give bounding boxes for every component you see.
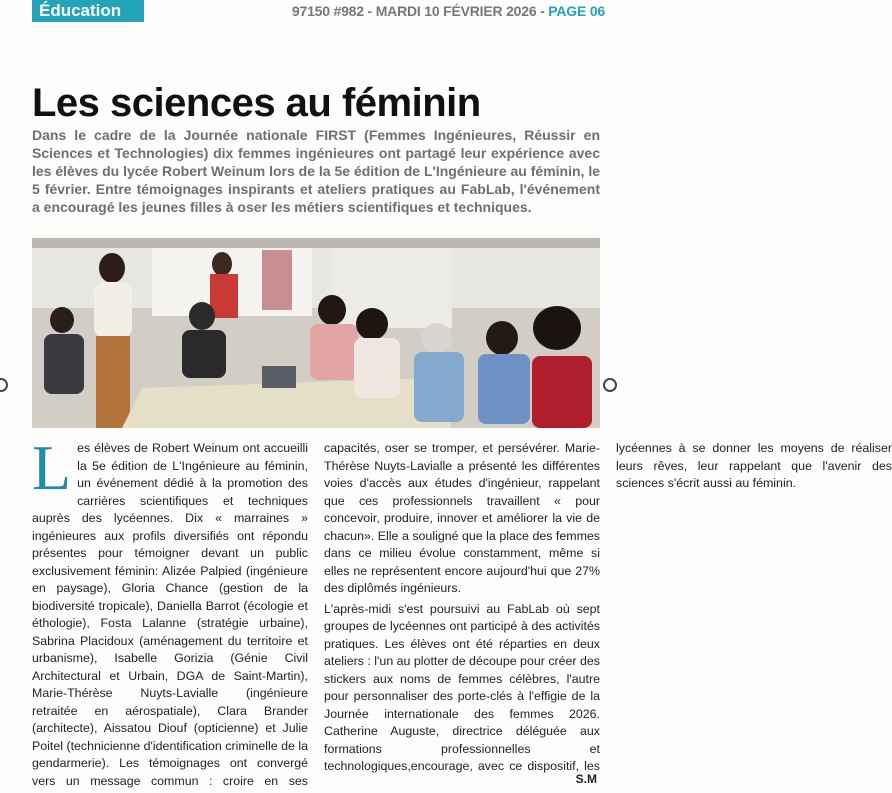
body-paragraph-text: es élèves de Robert Weinum ont accueilli la 5e édition de L'Ingénieure au féminin, un événement dédié à la promotion des carrières scientifiques et techniques auprès des lycéennes. Dix « marraines » ingénieures aux profils diversifiés ont répondu présentes pour témoigner devant un public exclusivement féminin: Alizée Palpied (ingénieure en paysage), Gloria Chance (gestion de la biodiversité tropicale), Daniella Barrot (écologie et éthologie), Fosta Lalanne (stratégie urbaine), Sabrina Placidoux (aménagement du territoire et urbanisme), Isabelle Gorizia (Génie Civil Architectural et Urbain, DGA de Saint-Martin), Marie-Thérèse Nuyts-Lavialle (ingénieure retraitée en aérospatiale), Clara Brander (architecte), Aissatou Diouf (opticienne) et Julie Poitel (technicienne d'identification criminelle de la gendarmerie). Les témoignages ont convergé vers un message commun : croire en ses capacités, oser se tromper, et persévérer. Marie-Thérèse Nuyts-Lavialle a présenté les différentes voies d'accès aux études d'ingénieur, rappelant que ces professionnels travaillent « pour concevoir, produire, innover et améliorer la vie de chacun». Elle a souligné que la place des femmes dans ce milieu évolue constamment, même si elles ne représentent encore aujourd'hui que 27% des diplômés ingénieurs.	[32, 441, 600, 788]
page-header	[0, 0, 611, 24]
issue-line: 97150 #982 - MARDI 10 FÉVRIER 2026 -	[291, 3, 549, 19]
page-number: PAGE 06	[548, 3, 605, 19]
headline: Les sciences au féminin	[32, 81, 481, 125]
prev-page-handle[interactable]	[0, 378, 8, 392]
body-paragraph: L'après-midi s'est poursuivi au FabLab où sept groupes de lycéennes ont participé à des activités pratiques. Les élèves ont été réparties en deux ateliers : l'un au plotter de découpe pour créer des stickers aux noms de femmes célèbres, l'autre pour personnaliser des porte-clés à l'effigie de la Journée internationale des femmes 2026. Catherine Auguste, directrice déléguée aux formations professionnelles et technologiques,encourage, avec ce dispositif, les lycéennes à se donner les moyens de réaliser leurs rêves, leur rappelant que l'avenir des sciences s'écrit aussi au féminin.	[324, 441, 892, 773]
dropcap: L	[32, 432, 72, 503]
byline: S.M	[575, 772, 597, 786]
article-photo	[32, 238, 600, 428]
standfirst: Dans le cadre de la Journée nationale FIRST (Femmes Ingénieures, Réussir en Sciences et Technologies) dix femmes ingénieures ont partagé leur expérience avec les élèves du lycée Robert Weinum lors de la 5e édition de L'Ingénieure au féminin, le 5 février. Entre témoignages inspirants et ateliers pratiques au FabLab, l'événement a encouragé les jeunes filles à oser les métiers scientifiques et techniques.	[32, 127, 600, 215]
article-body	[32, 432, 892, 790]
classroom-photo	[32, 238, 600, 428]
section-tag: Éducation	[32, 0, 144, 22]
issue-info	[292, 0, 605, 22]
next-page-handle[interactable]	[603, 378, 617, 392]
